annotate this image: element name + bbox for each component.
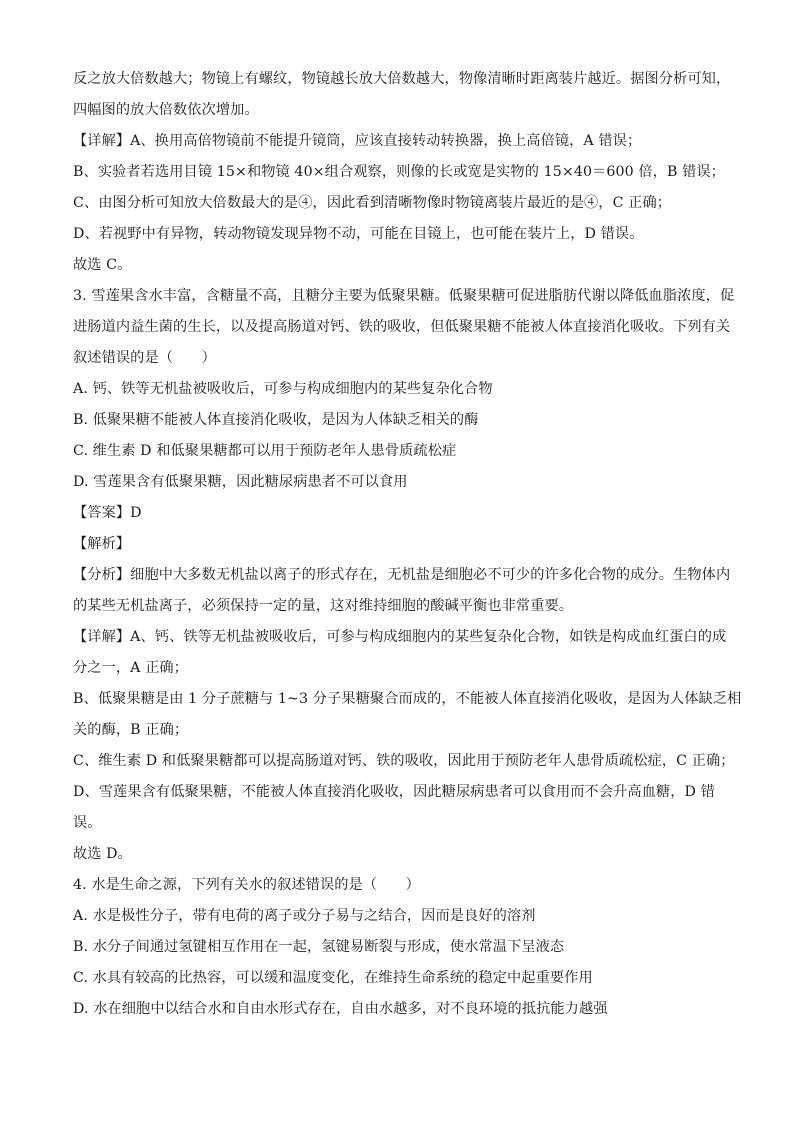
text-line: 【详解】A、钙、铁等无机盐被吸收后，可参与构成细胞内的某些复杂化合物，如铁是构成血红蛋白的成 bbox=[73, 629, 727, 645]
option-a: A. 水是极性分子，带有电荷的离子或分子易与之结合，因而是良好的溶剂 bbox=[73, 908, 536, 924]
text-line: 【详解】A、换用高倍物镜前不能提升镜筒，应该直接转动转换器，换上高倍镜，A 错误； bbox=[73, 133, 642, 149]
option-b: B. 水分子间通过氢键相互作用在一起，氢键易断裂与形成，使水常温下呈液态 bbox=[73, 939, 565, 955]
question-stem: 3. 雪莲果含水丰富，含糖量不高，且糖分主要为低聚果糖。低聚果糖可促进脂肪代谢以降低血脂浓度，促 bbox=[73, 288, 735, 304]
text-line: 误。 bbox=[73, 815, 102, 831]
document-page bbox=[73, 64, 742, 1025]
text-line: 分之一，A 正确； bbox=[73, 660, 188, 676]
text-line: C、由图分析可知放大倍数最大的是④，因此看到清晰物像时物镜离装片最近的是④，C 正确； bbox=[73, 195, 672, 211]
text-line: 关的酶，B 正确； bbox=[73, 722, 189, 738]
text-line: 【分析】细胞中大多数无机盐以离子的形式存在，无机盐是细胞必不可少的许多化合物的成分。生物体内 bbox=[73, 567, 731, 583]
option-d: D. 水在细胞中以结合水和自由水形式存在，自由水越多，对不良环境的抵抗能力越强 bbox=[73, 1001, 608, 1017]
text-line: B、实验者若选用目镜 15×和物镜 40×组合观察，则像的长或宽是实物的 15×40＝600 倍，B 错误； bbox=[73, 164, 725, 180]
text-line: D、若视野中有异物，转动物镜发现异物不动，可能在目镜上，也可能在装片上，D 错误。 bbox=[73, 226, 644, 242]
text-line: B、低聚果糖是由 1 分子蔗糖与 1~3 分子果糖聚合而成的，不能被人体直接消化吸收，是因为人体缺乏相 bbox=[73, 691, 742, 707]
question-stem: 进肠道内益生菌的生长，以及提高肠道对钙、铁的吸收，但低聚果糖不能被人体直接消化吸收。下列有关 bbox=[73, 319, 731, 335]
question-stem: 叙述错误的是（ ） bbox=[73, 350, 216, 366]
option-c: C. 水具有较高的比热容，可以缓和温度变化，在维持生命系统的稳定中起重要作用 bbox=[73, 970, 593, 986]
question-stem: 4. 水是生命之源，下列有关水的叙述错误的是（ ） bbox=[73, 877, 420, 893]
text-line: D、雪莲果含有低聚果糖，不能被人体直接消化吸收，因此糖尿病患者可以食用而不会升高血糖，D 错 bbox=[73, 784, 715, 800]
option-a: A. 钙、铁等无机盐被吸收后，可参与构成细胞内的某些复杂化合物 bbox=[73, 381, 493, 397]
option-d: D. 雪莲果含有低聚果糖，因此糖尿病患者不可以食用 bbox=[73, 474, 408, 490]
option-c: C. 维生素 D 和低聚果糖都可以用于预防老年人患骨质疏松症 bbox=[73, 443, 457, 459]
text-line: 四幅图的放大倍数依次增加。 bbox=[73, 102, 259, 118]
analysis-label: 【解析】 bbox=[73, 536, 131, 552]
text-line: 的某些无机盐离子，必须保持一定的量，这对维持细胞的酸碱平衡也非常重要。 bbox=[73, 598, 574, 614]
text-line: 故选 C。 bbox=[73, 257, 132, 273]
text-line: 故选 D。 bbox=[73, 846, 132, 862]
answer-label: 【答案】D bbox=[73, 505, 142, 521]
text-line: 反之放大倍数越大；物镜上有螺纹，物镜越长放大倍数越大，物像清晰时距离装片越近。据图分析可知， bbox=[73, 71, 731, 87]
option-b: B. 低聚果糖不能被人体直接消化吸收，是因为人体缺乏相关的酶 bbox=[73, 412, 479, 428]
text-line: C、维生素 D 和低聚果糖都可以提高肠道对钙、铁的吸收，因此用于预防老年人患骨质疏松症，C 正确； bbox=[73, 753, 735, 769]
